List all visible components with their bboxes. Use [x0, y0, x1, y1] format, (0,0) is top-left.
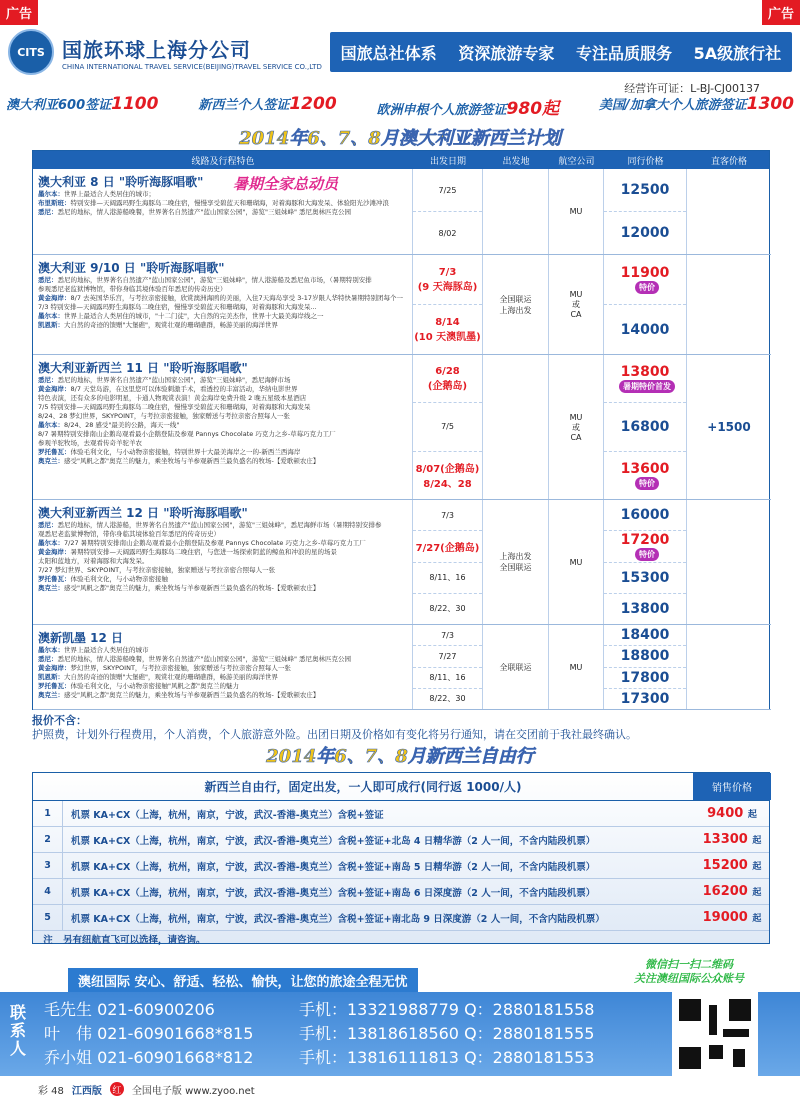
route-line: 8/24、28 梦幻世界，SKYPOINT，与考拉亲密接触，独家赠送与考拉亲密合照每人一张: [38, 412, 290, 420]
route-line: 悉尼：悉尼的地标，世界著名自然遗产"蓝山国家公园"，游览"三姐妹峰"，悉尼海鲜市场: [38, 376, 291, 384]
column-header: 直客价格: [710, 156, 747, 167]
route-line: 黄金海岸：梦幻世界，SKYPOINT，与考拉亲密接触，独家赠送与考拉亲密合照每人一张: [38, 664, 291, 672]
route-line: 奥克兰：感受"风帆之都"奥克兰的魅力，乘坐牧场与羊参观新西兰最负盛名的牧场-【爱歌顿农庄】: [38, 457, 320, 465]
section1-title: 2014年6、7、8月澳大利亚新西兰计划: [239, 128, 561, 149]
column-header: 出发日期: [429, 156, 466, 167]
route-description: [33, 500, 413, 624]
route-line: 布里斯班：特别安排—天阔露玛野生海豚岛二晚住宿，慢慢享受碧蓝天和珊瑚海，对着海豚和大海发呆、体验阳光沙滩冲浪: [38, 199, 389, 207]
row-number: 5: [33, 905, 63, 930]
sale-price: 13300 起: [702, 832, 762, 847]
route-line: 黄金海岸：暑期特别安排—天阔露玛野生海豚岛二晚住宿，与您进一场探索阴蓝的鲸鱼和冲浪的星的场景: [38, 548, 337, 556]
company-name: 国旅环球上海分公司: [62, 37, 251, 62]
route-line: 悉尼：悉尼的地标，情人港游船晚餐，世界著名自然遗产"蓝山国家公园"，游览"三姐妹峰" 悉尼奥林匹克公园: [38, 208, 352, 216]
tour-table: [32, 150, 770, 710]
route-title: 澳大利亚 8 日 "聆听海豚唱歌": [38, 175, 204, 189]
route-line: 奥克兰：感受"风帆之都"奥克兰的魅力，乘坐牧场与羊参观新西兰最负盛名的牧场-【爱歌顿农庄】: [38, 584, 320, 592]
row-number: 1: [33, 801, 63, 826]
departure-date: 7/5: [413, 403, 482, 451]
site-link[interactable]: 全国电子版 www.zyoo.net: [131, 1085, 255, 1097]
departure-dates: [413, 355, 483, 499]
route-line: 墨尔本：7/27 暑期特别安排南山企鹅岛观看最小企鹅登陆及参观 Pannys Chocolate 巧克力之乡-草莓巧克力工厂: [38, 539, 366, 547]
column-header: 出发地: [502, 156, 530, 167]
departure-date: 8/07(企鹅岛) 8/24、28: [415, 464, 480, 491]
departure-date: 7/3 (9 天海豚岛): [413, 255, 482, 305]
trade-price: 13800: [620, 600, 670, 617]
route-line: 奥克兰：感受"风帆之都"奥克兰的魅力，乘坐牧场与羊参观新西兰最负盛名的牧场-【爱歌顿农庄】: [38, 691, 320, 699]
trade-price: 18800: [604, 646, 686, 667]
contact-mobile: 手机：13816111813 Q：2880181553: [299, 1048, 595, 1067]
departure-date: 7/27(企鹅岛): [413, 531, 482, 562]
hot-badge-icon: 特价: [635, 477, 659, 490]
route-description: [33, 255, 413, 354]
route-line: 参观悉尼老监狱博物馆，带你身临其境体验百年悉尼的传奇历史）: [38, 285, 227, 293]
departure-dates: [413, 255, 483, 354]
airline: MU: [549, 169, 604, 254]
route-line: 罗托鲁瓦：体验毛利文化，与小动物亲密接触: [38, 575, 168, 583]
edition-label: 江西版: [71, 1085, 102, 1097]
route-title: 澳新凯墨 12 日: [38, 631, 124, 645]
notice-heading: 报价不含：: [32, 714, 87, 727]
route-description: [33, 625, 413, 709]
route-line: 悉尼：悉尼的地标，情人港游船，世界著名自然遗产"蓝山国家公园"，游览"三姐妹峰"，悉尼海鲜市场（暑期特别安排参: [38, 521, 382, 529]
trade-price: 13800 暑期特价首发: [604, 355, 686, 403]
promo-item: 欧洲申根个人旅游签证980起: [376, 99, 560, 119]
trade-price: 12500: [604, 169, 686, 212]
sale-price: 15200 起: [702, 858, 762, 873]
contact-label: 联系人: [9, 1003, 26, 1058]
trade-prices: [604, 625, 687, 709]
route-line: 太阳和蓝地方，对着海豚和大海发呆。: [38, 557, 149, 565]
slogan-bar: [330, 32, 792, 72]
departure-date: 8/14 (10 天澳凯墨): [414, 316, 481, 343]
company-name-en: CHINA INTERNATIONAL TRAVEL SERVICE(BEIJING)TRAVEL SERVICE CO.,LTD: [62, 62, 322, 71]
price-column-header: 销售价格: [693, 773, 771, 800]
sale-price: 19000 起: [702, 910, 762, 925]
sale-price: 9400 起: [707, 806, 757, 821]
hot-badge-icon: 特价: [635, 281, 659, 294]
route-line: 黄金海岸：8/7 去英国华乐宫，与考拉亲密接触，欣赏澳洲海鸥的美丽，入住7天海岛享受 3-17岁限人华特快暑期特别团每个一: [38, 294, 403, 302]
ad-tag-left: 广告: [0, 0, 38, 25]
trade-prices: [604, 255, 687, 354]
departure-dates: [413, 625, 483, 709]
sale-price: 16200 起: [702, 884, 762, 899]
contact-mobile: 手机：13818618560 Q：2880181555: [299, 1024, 595, 1043]
weixin-line: 关注澳纽国际公众账号: [634, 972, 744, 985]
summer-slogan: 暑期全家总动员: [233, 175, 339, 193]
route-line: 凯恩斯：大自然的奇迹的馈赠"大堡礁"，观赏壮观的珊瑚礁群，畅游美丽的海洋世界: [38, 321, 278, 329]
route-line: 8/7 暑期特别安排南山企鹅岛观看最小企鹅登陆及参观 Pannys Chocolate 巧克力之乡-草莓巧克力工厂: [38, 430, 336, 438]
route-line: 罗托鲁瓦：体验毛利文化，与小动物亲密接触，特别世界十大最美海岸之一的-新西兰西海岸: [38, 448, 301, 456]
weixin-prompt: [634, 958, 744, 986]
departure-date: 8/02: [438, 228, 457, 238]
company-name-block: [62, 34, 322, 71]
contact-list: [44, 998, 629, 1070]
package-description: 机票 KA+CX（上海，杭州，南京，宁波，武汉-香港-奥克兰）含税+签证: [71, 809, 384, 821]
hong-icon: 红: [110, 1082, 124, 1096]
trade-price: 11900 特价: [604, 255, 686, 305]
row-number: 2: [33, 827, 63, 852]
note-label: 注: [43, 935, 53, 946]
free-travel-rows: [33, 801, 769, 931]
departure-date: 7/25: [413, 169, 482, 212]
package-description: 机票 KA+CX（上海，杭州，南京，宁波，武汉-香港-奥克兰）含税+签证+南岛 6 日深度游（2 人一间，不含内陆段机票）: [71, 887, 596, 899]
weixin-line: 微信扫一扫二维码: [645, 958, 733, 971]
route-line: 参观羊驼牧场，去观看传奇羊驼羊农: [38, 439, 142, 447]
trade-price: 17300: [620, 690, 670, 707]
slogan-item: 专注品质服务: [575, 43, 672, 63]
departure-city: 上海出发 全国联运: [483, 500, 549, 624]
contact-name: 叶 伟 021-60901668*815: [44, 1024, 254, 1043]
hot-badge-icon: 特价: [635, 548, 659, 561]
airline: MU: [549, 500, 604, 624]
notice-text: 护照费，计划外行程费用，个人消费，个人旅游意外险。出团日期及价格如有变化将另行通知，请在交团前于我社最终确认。: [32, 728, 637, 741]
route-line: 特色表演，还有众多的电影明星，卡通人物观赏表演！黄金海岸免费升级 2 晚五星级本星酒店: [38, 394, 307, 402]
contact-mobile: 手机：13321988779 Q：2880181558: [299, 1000, 595, 1019]
departure-date: 8/11、16: [413, 668, 482, 689]
ad-tag-right: 广告: [762, 0, 800, 25]
departure-date: 8/22、30: [429, 604, 466, 614]
direct-price: [687, 625, 771, 709]
tour-rows: [33, 169, 769, 710]
slogan-item: 国旅总社体系: [340, 43, 437, 63]
tour-route-row: [33, 169, 771, 255]
slogan-item: 5A级旅行社: [693, 43, 782, 63]
page-footer: [0, 1078, 800, 1100]
trade-price: 12000: [620, 225, 670, 241]
tour-table-header: [33, 151, 769, 169]
column-header: 航空公司: [558, 156, 595, 167]
cits-logo: CITS: [8, 29, 54, 75]
direct-price: [687, 169, 771, 254]
airline: MU 或 CA: [549, 355, 604, 499]
tour-route-row: [33, 255, 771, 355]
route-line: 悉尼：悉尼的地标，情人港游船晚餐，世界著名自然遗产"蓝山国家公园"，游览"三姐妹峰" 悉尼奥林匹克公园: [38, 655, 352, 663]
route-description: [33, 169, 413, 254]
trade-price: 16800: [604, 403, 686, 451]
note-text: 另有纽航直飞可以选择，请咨询。: [63, 935, 206, 946]
route-line: 罗托鲁瓦：体验毛利文化，与小动物亲密接触"风帆之都"奥克兰的魅力: [38, 682, 239, 690]
row-number: 4: [33, 879, 63, 904]
departure-city: 全国联运 上海出发: [483, 255, 549, 354]
trade-price: 14000: [620, 321, 670, 338]
price-exclusion-notice: [32, 714, 637, 742]
departure-date: 7/3: [413, 625, 482, 646]
route-title: 澳大利亚新西兰 11 日 "聆听海豚唱歌": [38, 361, 248, 375]
route-line: 黄金海岸：8/7 天堂岛游，在这里您可以体验刺激手术，看透控的丰富活动，华纳电影世界: [38, 385, 298, 393]
airline: MU: [549, 625, 604, 709]
route-line: 墨尔本：世界上最适合人类居住的城市，"十二门徒"，大自然的完美杰作，世界十大最美海岸线之一: [38, 312, 324, 320]
contact-name: 乔小姐 021-60901668*812: [44, 1048, 254, 1067]
free-travel-row: [33, 905, 769, 931]
free-travel-table: [32, 772, 770, 944]
slogan-item: 资深旅游专家: [458, 43, 555, 63]
package-description: 机票 KA+CX（上海，杭州，南京，宁波，武汉-香港-奥克兰）含税+签证+南北岛 9 日深度游（2 人一间，不含内陆段机票）: [71, 913, 605, 925]
contact-row: [44, 998, 629, 1022]
promo-item: 澳大利亚600签证1100: [6, 94, 159, 114]
contact-row: [44, 1022, 629, 1046]
airline: MU 或 CA: [549, 255, 604, 354]
promo-item: 美国/加拿大个人旅游签证1300: [598, 94, 794, 114]
route-line: 凯恩斯：大自然的奇迹的馈赠"大堡礁"，观赏壮观的珊瑚礁群，畅游美丽的海洋世界: [38, 673, 278, 681]
route-title: 澳大利亚新西兰 12 日 "聆听海豚唱歌": [38, 506, 248, 520]
header: [8, 28, 792, 76]
route-line: 7/5 特别安排—天阔露玛野生海豚岛二晚住宿，慢慢享受碧蓝天和珊瑚海，对着海豚和大海发呆: [38, 403, 311, 411]
departure-dates: [413, 169, 483, 254]
trade-price: 17800: [604, 668, 686, 689]
departure-date: 7/3: [413, 500, 482, 531]
page-number: 彩 48: [38, 1085, 64, 1097]
route-description: [33, 355, 413, 499]
qr-code[interactable]: [672, 992, 758, 1076]
departure-date: 6/28 (企鹅岛): [413, 355, 482, 403]
trade-price: 17200 特价: [604, 531, 686, 562]
route-line: 墨尔本：世界上最适合人类居住的城市；: [38, 190, 155, 198]
section2-title: 2014年6、7、8月新西兰自由行: [266, 746, 534, 767]
package-description: 机票 KA+CX（上海，杭州，南京，宁波，武汉-香港-奥克兰）含税+签证+北岛 4 日精华游（2 人一间，不含内陆段机票）: [71, 835, 596, 847]
trade-prices: [604, 169, 687, 254]
trade-prices: [604, 500, 687, 624]
free-travel-note: [33, 931, 769, 947]
route-line: 观悉尼老监狱博物馆，带你身临其境体验百年悉尼的传奇历史）: [38, 530, 220, 538]
trade-prices: [604, 355, 687, 499]
license-number: 经营许可证：L-BJ-CJ00137: [624, 82, 760, 95]
tour-route-row: [33, 625, 771, 710]
free-travel-row: [33, 853, 769, 879]
trade-price: 13600 特价: [620, 460, 670, 488]
tour-route-row: [33, 355, 771, 500]
route-title: 澳大利亚 9/10 日 "聆听海豚唱歌": [38, 261, 225, 275]
promo-item: 新西兰个人签证1200: [198, 94, 337, 114]
departure-date: 8/22、30: [429, 694, 466, 704]
route-line: 墨尔本：8/24、28 感受"最美的公路，海天一线": [38, 421, 180, 429]
direct-price: [687, 500, 771, 624]
route-line: 7/27 梦幻世界、SKYPOINT，与考拉亲密接触，独家赠送与考拉亲密合照每人一张: [38, 566, 276, 574]
free-travel-row: [33, 827, 769, 853]
package-description: 机票 KA+CX（上海，杭州，南京，宁波，武汉-香港-奥克兰）含税+签证+南岛 5 日精华游（2 人一间，不含内陆段机票）: [71, 861, 596, 873]
direct-price: [687, 255, 771, 354]
column-header: 同行价格: [627, 156, 664, 167]
route-line: 墨尔本：世界上最适合人类居住的城市: [38, 646, 149, 654]
route-line: 悉尼：悉尼的地标，世界著名自然遗产"蓝山国家公园"，游览"三姐妹峰"，情人港游船及悉尼鱼市场，（暑期特别安排: [38, 276, 372, 284]
free-travel-heading: 新西兰自由行，固定出发，一人即可成行(同行返 1000/人): [204, 780, 522, 794]
departure-city: 全联联运: [483, 625, 549, 709]
trade-price: 16000: [604, 500, 686, 531]
departure-date: 7/27: [413, 646, 482, 667]
free-travel-row: [33, 801, 769, 827]
contact-row: [44, 1046, 629, 1070]
direct-price: +1500: [707, 420, 751, 434]
route-line: 7/3 特别安排—天阔露玛野生海豚岛二晚住宿，慢慢享受碧蓝天和珊瑚海，对着海豚和大海发呆...: [38, 303, 317, 311]
tour-route-row: [33, 500, 771, 625]
free-travel-header: [33, 773, 769, 801]
trade-price: 18400: [604, 625, 686, 646]
column-header: 线路及行程特色: [191, 156, 255, 167]
hot-badge-icon: 暑期特价首发: [619, 380, 675, 393]
visa-promos: [6, 94, 794, 119]
free-travel-row: [33, 879, 769, 905]
trade-price: 15300: [604, 563, 686, 594]
contact-name: 毛先生 021-60900206: [44, 1000, 215, 1019]
departure-date: 8/11、16: [413, 563, 482, 594]
row-number: 3: [33, 853, 63, 878]
tagline: 澳纽国际 安心、舒适、轻松、愉快，让您的旅途全程无忧: [68, 968, 418, 993]
departure-city: [483, 169, 549, 254]
departure-city: [483, 355, 549, 499]
departure-dates: [413, 500, 483, 624]
